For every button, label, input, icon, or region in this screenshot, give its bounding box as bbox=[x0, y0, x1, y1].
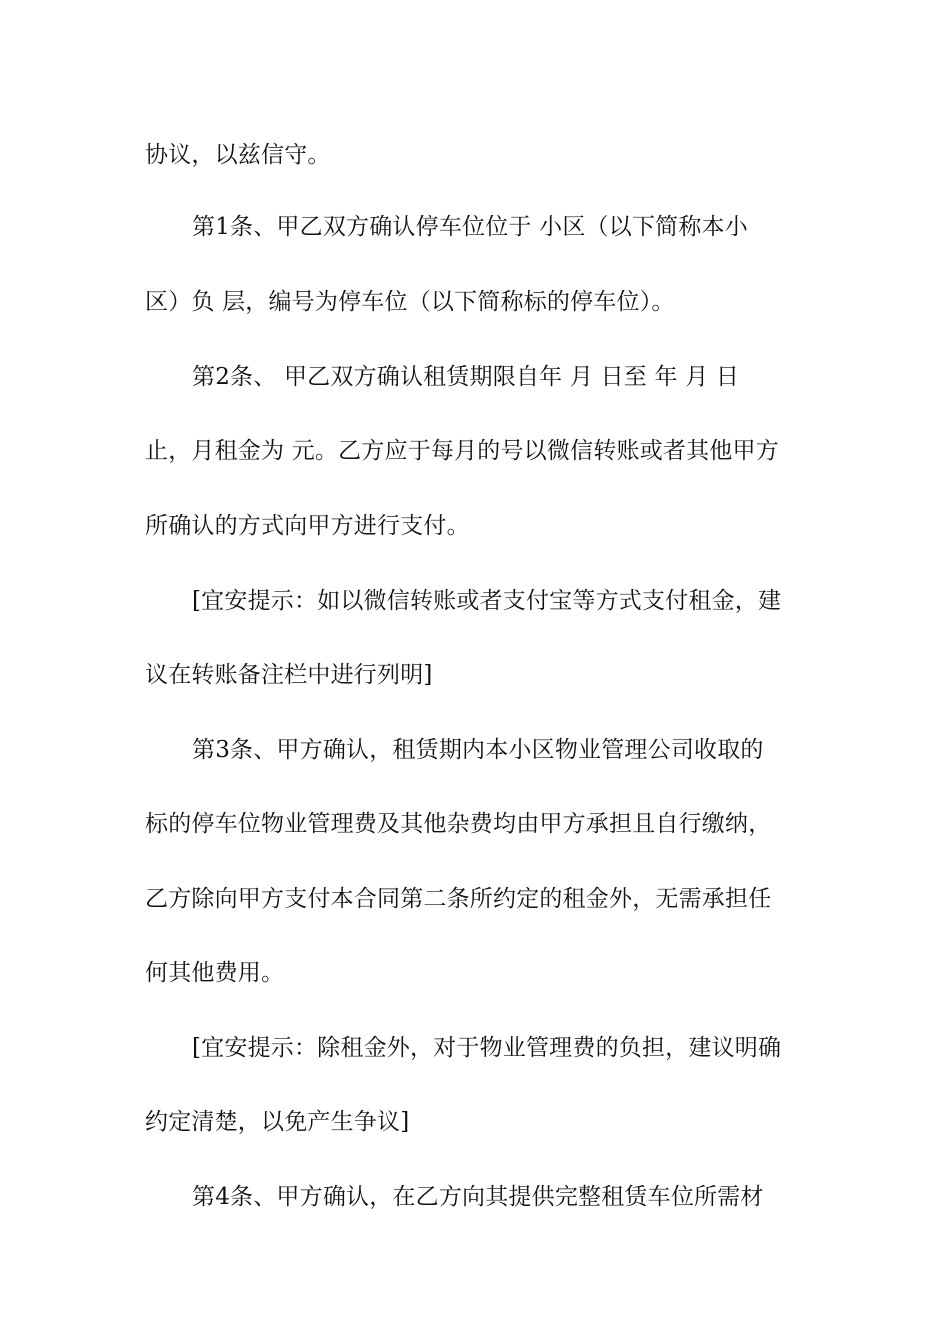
article-2-line-3: 所确认的方式向甲方进行支付。 bbox=[145, 513, 470, 539]
article-3-line-2: 标的停车位物业管理费及其他杂费均由甲方承担且自行缴纳， bbox=[145, 811, 772, 837]
tip-2-line-2: 约定清楚，以免产生争议] bbox=[145, 1109, 410, 1135]
article-1-line-2: 区）负 层，编号为停车位（以下简称标的停车位）。 bbox=[145, 289, 675, 315]
article-3-line-4: 何其他费用。 bbox=[145, 960, 285, 986]
article-3-line-3: 乙方除向甲方支付本合同第二条所约定的租金外，无需承担任 bbox=[145, 886, 772, 912]
article-4-line-1: 第4条、甲方确认，在乙方向其提供完整租赁车位所需材 bbox=[192, 1184, 764, 1210]
tip-2-line-1: [宜安提示：除租金外，对于物业管理费的负担，建议明确 bbox=[192, 1035, 782, 1061]
paragraph-line: 协议，以兹信守。 bbox=[145, 142, 331, 168]
article-1-line-1: 第1条、甲乙双方确认停车位位于 小区（以下简称本小 bbox=[192, 214, 748, 240]
article-3-line-1: 第3条、甲方确认，租赁期内本小区物业管理公司收取的 bbox=[192, 737, 764, 763]
tip-1-line-1: [宜安提示：如以微信转账或者支付宝等方式支付租金，建 bbox=[192, 588, 782, 614]
tip-1-line-2: 议在转账备注栏中进行列明] bbox=[145, 662, 433, 688]
article-2-line-1: 第2条、 甲乙双方确认租赁期限自年 月 日至 年 月 日 bbox=[192, 364, 740, 390]
article-2-line-2: 止，月租金为 元。乙方应于每月的号以微信转账或者其他甲方 bbox=[145, 438, 779, 464]
